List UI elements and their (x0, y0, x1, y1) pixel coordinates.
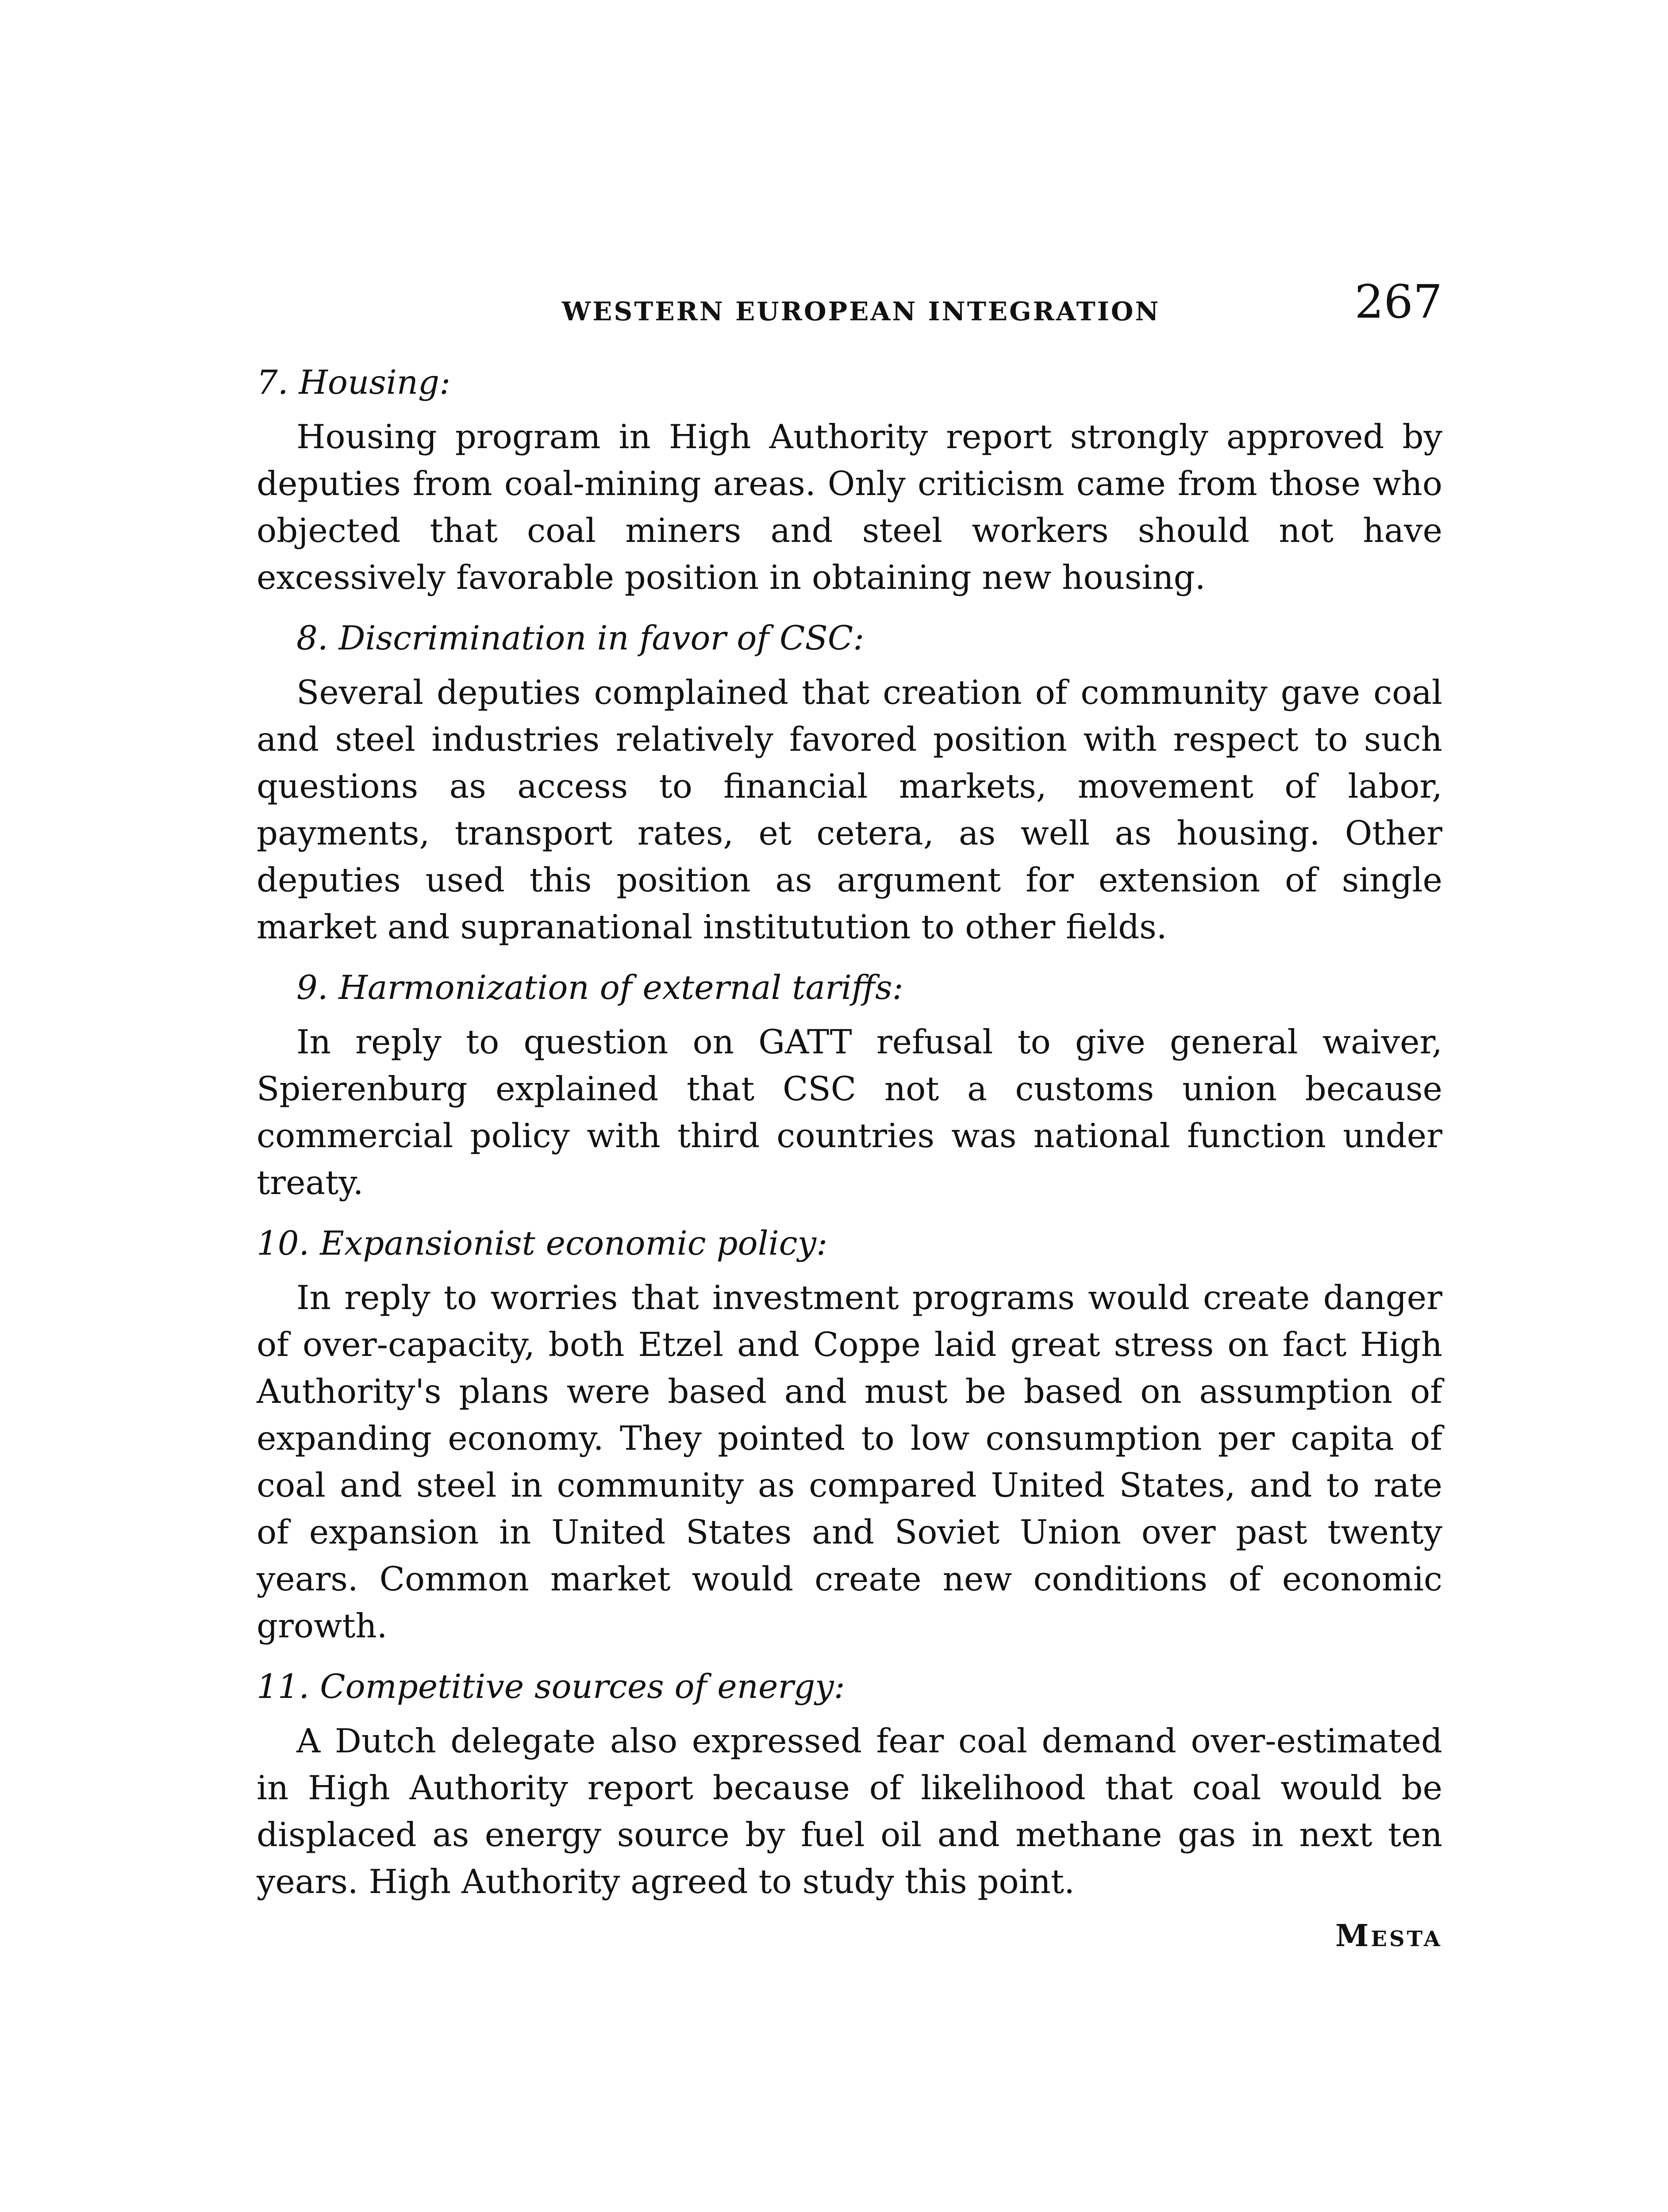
section-heading-expansionist-policy: 10. Expansionist economic policy: (257, 1224, 828, 1263)
section-body-expansionist-policy: In reply to worries that investment programs would create danger of over-capacity, both Etzel and Coppe laid great stress on fact High Authority's plans were based and must be based on assumption of expanding economy. They pointed to low consumption per capita of coal and steel in community as compared United States, and to rate of expansion in United States and Soviet Union over past twenty years. Common market would create new conditions of economic growth. (257, 1278, 1442, 1645)
document-page (257, 0, 1442, 2212)
section-heading-discrimination: 8. Discrimination in favor of CSC: (296, 618, 865, 657)
section-body-tariffs: In reply to question on GATT refusal to give general waiver, Spierenburg explained that CSC not a customs union because commercial policy with third countries was national function under treaty. (257, 1022, 1442, 1202)
document-body (257, 358, 1442, 1954)
section-heading-housing: 7. Housing: (257, 363, 451, 402)
section-heading-energy: 11. Competitive sources of energy: (257, 1667, 845, 1706)
section-body-housing: Housing program in High Authority report strongly approved by deputies from coal-mining areas. Only criticism came from those who objected that coal miners and steel workers should not have excessively favorable position in obtaining new housing. (257, 417, 1442, 597)
running-head (257, 275, 1442, 332)
section-heading-tariffs: 9. Harmonization of external tariffs: (296, 968, 903, 1007)
running-title: WESTERN EUROPEAN INTEGRATION (562, 296, 1161, 326)
signature: Mesta (1335, 1918, 1442, 1954)
page-number: 267 (1354, 275, 1442, 329)
section-body-discrimination: Several deputies complained that creation of community gave coal and steel industries relatively favored position with respect to such questions as access to financial markets, movement of labor, payments, transport rates, et cetera, as well as housing. Other deputies used this position as argument for extension of single market and supranational institutution to other fields. (257, 673, 1442, 946)
section-body-energy: A Dutch delegate also expressed fear coal demand over-estimated in High Authority report because of likelihood that coal would be displaced as energy source by fuel oil and methane gas in next ten years. High Authority agreed to study this point. (257, 1721, 1442, 1901)
